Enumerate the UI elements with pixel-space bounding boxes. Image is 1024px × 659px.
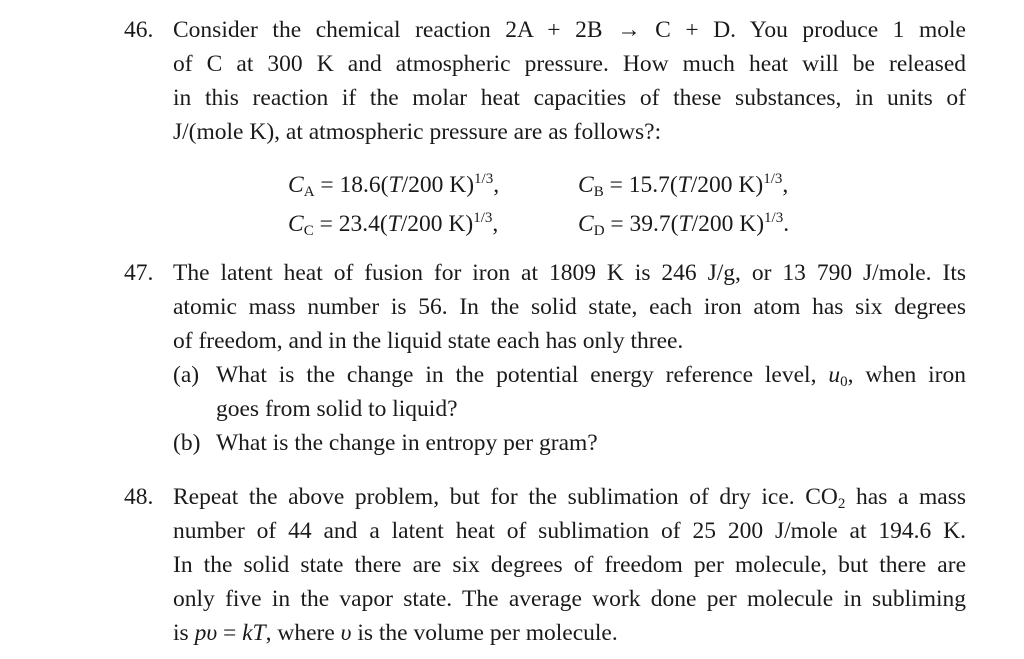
text-line: In the solid state there are six degrees of freedom per molecule, but there are	[173, 552, 966, 578]
text-line: Repeat the above problem, but for the sublimation of dry ice. CO2 has a mass	[173, 484, 966, 512]
equation-cc: CC = 23.4(T/200 K)$^{1/3}$,	[288, 210, 499, 239]
text-line: only five in the vapor state. The average work done per molecule in subliming	[173, 586, 966, 612]
subquestion-a	[173, 358, 966, 426]
problem-text	[173, 256, 966, 460]
text-line: Consider the chemical reaction 2A + 2B → C + D. You produce 1 mole	[173, 17, 966, 43]
text-line: atomic mass number is 56. In the solid state, each iron atom has six degrees	[173, 294, 966, 320]
problem-number: 47.	[124, 260, 154, 286]
text-line: What is the change in entropy per gram?	[216, 430, 598, 456]
subquestion-b	[173, 426, 966, 460]
equation-row	[288, 207, 888, 246]
subquestion-label: (b)	[173, 430, 201, 456]
text-line: The latent heat of fusion for iron at 1809 K is 246 J/g, or 13 790 J/mole. Its	[173, 260, 966, 286]
equation-row	[288, 168, 888, 207]
text-line: of C at 300 K and atmospheric pressure. How much heat will be released	[173, 51, 966, 77]
text-line: is pυ = kT, where υ is the volume per molecule.	[173, 620, 618, 646]
problem-46	[124, 13, 966, 149]
problem-text	[173, 480, 966, 650]
equation-cd: CD = 39.7(T/200 K)$^{1/3}$.	[578, 210, 790, 239]
text-line: in this reaction if the molar heat capacities of these substances, in units of	[173, 85, 966, 111]
subquestion-label: (a)	[173, 362, 200, 388]
text-line: of freedom, and in the liquid state each has only three.	[173, 328, 684, 354]
heat-capacity-equations	[288, 168, 888, 246]
equation-ca: CA = 18.6(T/200 K)$^{1/3}$,	[288, 171, 500, 200]
problem-48	[124, 480, 966, 650]
text-line: goes from solid to liquid?	[216, 396, 458, 422]
problem-text	[173, 13, 966, 149]
problem-number: 48.	[124, 484, 154, 510]
text-line: J/(mole K), at atmospheric pressure are as follows?:	[173, 119, 662, 145]
equation-cb: CB = 15.7(T/200 K)$^{1/3}$,	[578, 171, 789, 200]
problem-47	[124, 256, 966, 460]
text-line: What is the change in the potential energy reference level, u0, when iron	[216, 362, 966, 390]
text-line: number of 44 and a latent heat of sublimation of 25 200 J/mole at 194.6 K.	[173, 518, 966, 544]
problem-number: 46.	[124, 17, 154, 43]
